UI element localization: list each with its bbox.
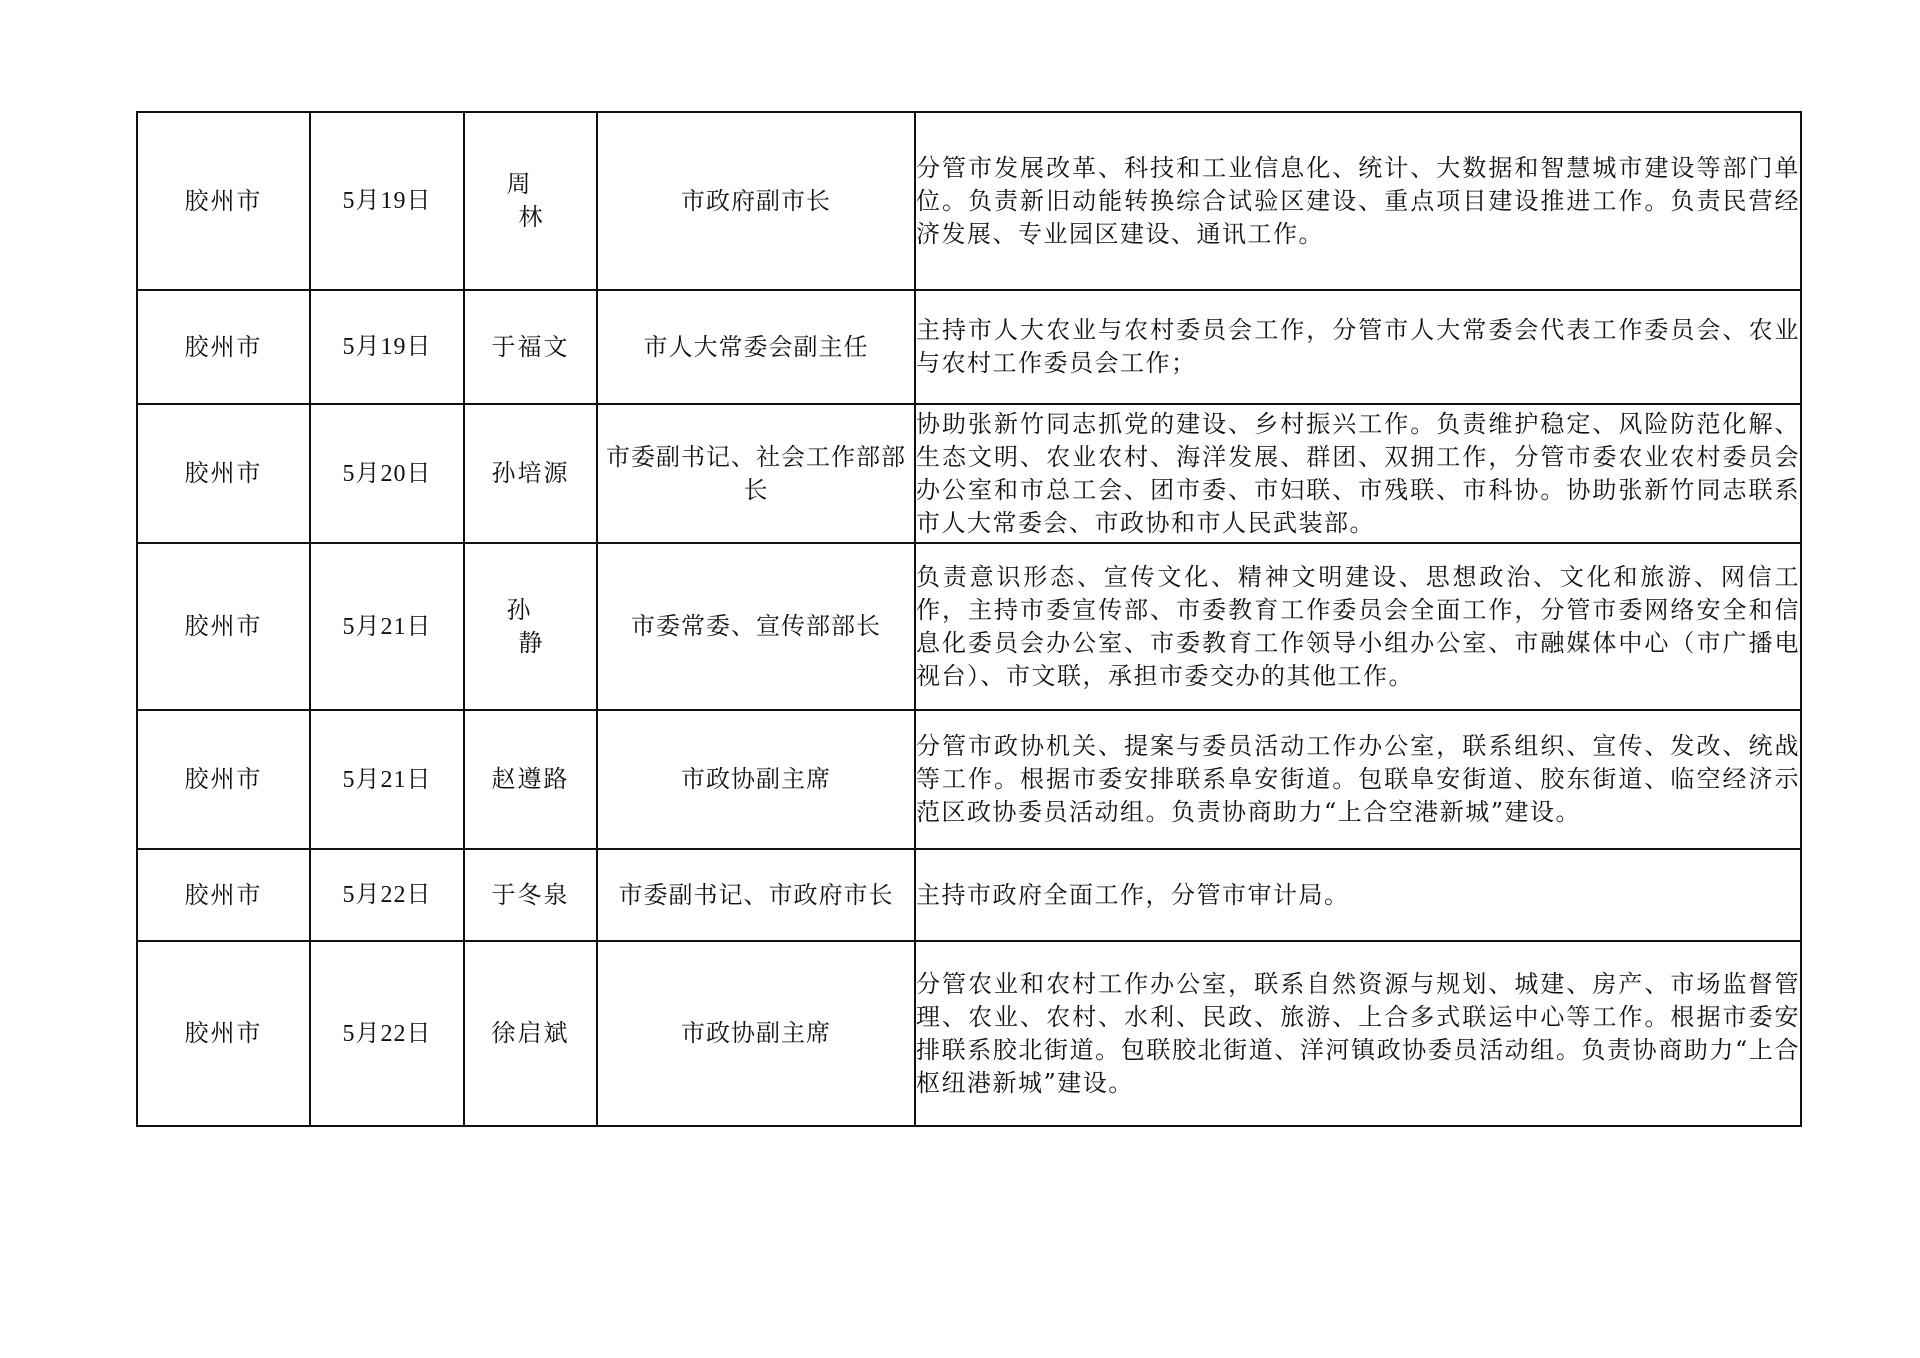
position-cell (597, 112, 915, 290)
city-text: 胶州市 (184, 1019, 263, 1047)
table-row (137, 404, 1801, 543)
position-cell (597, 290, 915, 404)
name-text: 于冬泉 (491, 880, 570, 909)
city-cell (137, 710, 310, 849)
name-text: 周 林 (506, 170, 603, 231)
name-text: 赵遵路 (491, 765, 570, 793)
name-cell (464, 710, 597, 849)
city-cell (137, 543, 310, 710)
city-text: 胶州市 (184, 459, 263, 487)
name-text: 孙 静 (506, 595, 603, 657)
duties-cell (915, 404, 1801, 543)
date-text: 5月19日 (342, 188, 432, 214)
position-text: 市委副书记、市政府市长 (618, 880, 894, 909)
city-cell (137, 849, 310, 941)
duties-cell (915, 941, 1801, 1126)
city-text: 胶州市 (184, 332, 263, 361)
duties-cell (915, 290, 1801, 404)
date-text: 5月22日 (342, 1020, 432, 1047)
position-cell (597, 941, 915, 1126)
duties-cell (915, 543, 1801, 710)
date-cell (310, 941, 464, 1126)
city-cell (137, 112, 310, 290)
name-cell (464, 404, 597, 543)
name-text: 徐启斌 (491, 1019, 570, 1047)
table-row (137, 290, 1801, 404)
table-row (137, 112, 1801, 290)
date-cell (310, 112, 464, 290)
duties-cell (915, 112, 1801, 290)
position-cell (597, 404, 915, 543)
position-cell (597, 710, 915, 849)
date-text: 5月22日 (342, 882, 432, 908)
city-text: 胶州市 (184, 612, 263, 640)
duties-cell (915, 710, 1801, 849)
date-text: 5月21日 (342, 613, 432, 640)
name-text: 于福文 (491, 332, 570, 361)
city-text: 胶州市 (184, 765, 263, 793)
city-cell (137, 941, 310, 1126)
date-text: 5月20日 (342, 460, 432, 487)
date-cell (310, 710, 464, 849)
duties-text: 协助张新竹同志抓党的建设、乡村振兴工作。负责维护稳定、风险防范化解、生态文明、农业农村、海洋发展、群团、双拥工作，分管市委农业农村委员会办公室和市总工会、团市委、市妇联、市残联、市科协。协助张新竹同志联系市人大常委会、市政协和市人民武装部。 (916, 409, 1800, 537)
position-cell (597, 849, 915, 941)
date-cell (310, 543, 464, 710)
position-text: 市政协副主席 (681, 1019, 831, 1047)
duties-text: 主持市政府全面工作，分管市审计局。 (916, 880, 1350, 909)
duties-text: 分管市政协机关、提案与委员活动工作办公室，联系组织、宣传、发改、统战等工作。根据市委安排联系阜安街道。包联阜安街道、胶东街道、临空经济示范区政协委员活动组。负责协商助力“上合空港新城”建设。 (916, 732, 1800, 826)
name-cell (464, 112, 603, 290)
name-cell (464, 849, 597, 941)
table-row (137, 941, 1801, 1126)
date-cell (310, 849, 464, 941)
city-cell (137, 404, 310, 543)
name-cell (464, 290, 597, 404)
name-cell (464, 543, 603, 710)
name-text: 孙培源 (491, 459, 570, 487)
position-text: 市人大常委会副主任 (643, 332, 869, 361)
city-cell (137, 290, 310, 404)
date-cell (310, 290, 464, 404)
duties-text: 分管农业和农村工作办公室，联系自然资源与规划、城建、房产、市场监督管理、农业、农村、水利、民政、旅游、上合多式联运中心等工作。根据市委安排联系胶北街道。包联胶北街道、洋河镇政协委员活动组。负责协商助力“上合枢纽港新城”建设。 (916, 969, 1800, 1097)
position-cell (597, 543, 915, 710)
duties-cell (915, 849, 1801, 941)
position-text: 市政府副市长 (681, 186, 831, 215)
duties-text: 主持市人大农业与农村委员会工作，分管市人大常委会代表工作委员会、农业与农村工作委员会工作； (916, 316, 1800, 377)
position-text: 市政协副主席 (681, 765, 831, 793)
table-row (137, 543, 1801, 710)
schedule-sheet (136, 111, 1800, 1127)
schedule-table (136, 111, 1802, 1127)
date-text: 5月19日 (342, 334, 432, 360)
date-text: 5月21日 (342, 766, 432, 793)
table-row (137, 710, 1801, 849)
name-cell (464, 941, 597, 1126)
duties-text: 负责意识形态、宣传文化、精神文明建设、思想政治、文化和旅游、网信工作，主持市委宣传部、市委教育工作委员会全面工作，分管市委网络安全和信息化委员会办公室、市委教育工作领导小组办公室、市融媒体中心（市广播电视台）、市文联，承担市委交办的其他工作。 (916, 562, 1800, 690)
date-cell (310, 404, 464, 543)
position-text: 市委常委、宣传部部长 (631, 612, 881, 640)
table-row (137, 849, 1801, 941)
position-text: 市委副书记、社会工作部部长 (606, 442, 906, 504)
city-text: 胶州市 (184, 186, 263, 215)
city-text: 胶州市 (184, 880, 263, 909)
duties-text: 分管市发展改革、科技和工业信息化、统计、大数据和智慧城市建设等部门单位。负责新旧动能转换综合试验区建设、重点项目建设推进工作。负责民营经济发展、专业园区建设、通讯工作。 (916, 153, 1800, 248)
